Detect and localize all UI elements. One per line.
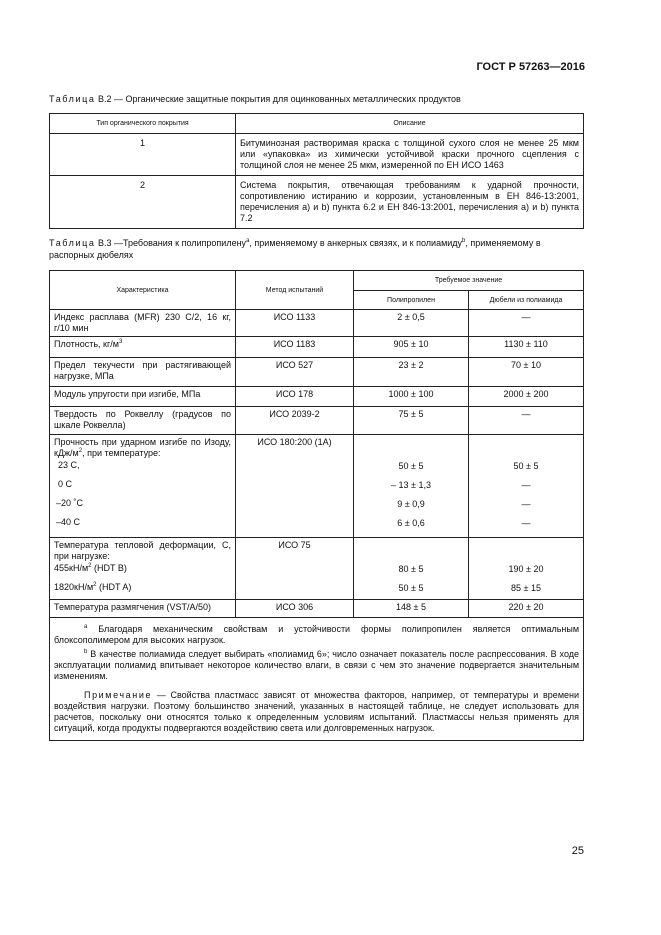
page-number: 25 (571, 845, 584, 857)
polypropylene-value: 6 ± 0,6 (397, 518, 425, 528)
header-polyamide: Дюбели из полиамида (469, 291, 584, 310)
header-test-method: Метод испытаний (236, 271, 354, 310)
characteristic-cell: Модуль упругости при изгибе, МПа (50, 387, 236, 407)
description-cell: Система покрытия, отвечающая требованиям к ударной прочности, сопротивлению истиранию и коррозии, установленным в ЕН 846-13:2001, перечисления a) и b) пункта 6.2 и ЕН 846-13:2001, перечисления a) и b) пункта 7.2 (236, 176, 584, 229)
polypropylene-value: 148 ± 5 (354, 600, 469, 618)
polyamide-values (469, 435, 584, 538)
footnotes-cell (50, 618, 584, 741)
table-b2-caption (49, 93, 583, 105)
polyamide-value: 70 ± 10 (469, 358, 584, 387)
polyamide-value: 2000 ± 200 (469, 387, 584, 407)
polyamide-value: 50 ± 5 (513, 461, 539, 471)
table-b3-caption (49, 237, 583, 261)
table-row (50, 337, 584, 358)
polyamide-value: 220 ± 20 (469, 600, 584, 618)
characteristic-cell: Твердость по Роквеллу (градусов по шкале Роквелла) (50, 407, 236, 435)
characteristic-cell (50, 538, 236, 600)
header-coating-type: Тип органического покрытия (50, 114, 236, 134)
polypropylene-value: 9 ± 0,9 (397, 499, 425, 509)
polyamide-value: — (521, 480, 531, 490)
polyamide-values (469, 538, 584, 600)
caption-text: В.2 — Органические защитные покрытия для оцинкованных металлических продуктов (98, 94, 461, 104)
polypropylene-value: – 13 ± 1,3 (391, 480, 431, 490)
caption-text-2: , применяемому в анкерных связях, и к полиамиду (249, 238, 463, 248)
method-cell: ИСО 306 (236, 600, 354, 618)
table-note (54, 690, 579, 734)
caption-text-3: , применяемому в распорных дюбелях (49, 238, 541, 260)
table-row (50, 358, 584, 387)
polyamide-value: — (521, 499, 531, 509)
note-label: Примечание (84, 690, 153, 700)
polyamide-value: — (469, 407, 584, 435)
characteristic-cell (50, 435, 236, 538)
coating-type-cell: 1 (50, 134, 236, 176)
footnote-mark-a: a (246, 238, 250, 244)
polypropylene-value: 905 ± 10 (354, 337, 469, 358)
polyamide-value: 1130 ± 110 (469, 337, 584, 358)
temp-minus-20: –20 ˚С (56, 498, 84, 508)
table-row (50, 310, 584, 337)
table-header-row (50, 114, 584, 134)
polyamide-value: — (521, 518, 531, 528)
header-description: Описание (236, 114, 584, 134)
polyamide-value: — (469, 310, 584, 337)
table-row (50, 134, 584, 176)
polypropylene-value: 75 ± 5 (354, 407, 469, 435)
method-cell: ИСО 527 (236, 358, 354, 387)
table-row (50, 600, 584, 618)
polypropylene-value: 1000 ± 100 (354, 387, 469, 407)
polyamide-value: 190 ± 20 (508, 564, 544, 574)
polypropylene-value: 2 ± 0,5 (354, 310, 469, 337)
method-cell: ИСО 75 (236, 538, 354, 600)
deflection-title: Температура тепловой деформации, С, при нагрузке: (54, 540, 231, 561)
load-hdt-b: $455кН/м^2$ (HDT B) (54, 563, 127, 573)
caption-text-1: В.3 —Требования к полипропилену (98, 238, 247, 248)
temp-minus-40: –40 С (56, 517, 81, 527)
characteristic-cell (50, 337, 236, 358)
load-hdt-a: $1820кН/м^2$ (HDT A) (54, 582, 132, 592)
polypropylene-value: 23 ± 2 (354, 358, 469, 387)
polypropylene-values (354, 435, 469, 538)
method-cell: ИСО 178 (236, 387, 354, 407)
method-cell: ИСО 180:200 (1A) (236, 435, 354, 538)
header-polypropylene: Полипропилен (354, 291, 469, 310)
coating-type-cell: 2 (50, 176, 236, 229)
table-b2 (49, 113, 584, 229)
table-b3 (49, 270, 584, 741)
footnote-b: $^b$ В качестве полиамида следует выбирать «полиамид 6»; число означает показатель после распрессования. В ходе эксплуатации полиамид впитывает некоторое количество влаги, в связи с чем это значение подвергается значительным изменениям. (54, 649, 580, 681)
temp-0: 0 С (58, 479, 73, 489)
characteristic-text: Плотность, кг/м (54, 339, 119, 349)
polyamide-value: 85 ± 15 (511, 583, 541, 593)
footnote-a: $^a$ Благодаря механическим свойствам и устойчивости формы полипропилен является оптимальным блоксополимером для высоких нагрузок. (54, 624, 580, 645)
table-row (50, 407, 584, 435)
characteristic-cell: Температура размягчения (VST/A/50) (50, 600, 236, 618)
standard-code: ГОСТ Р 57263—2016 (476, 61, 585, 73)
characteristic-cell: Индекс расплава (MFR) 230 С/2, 16 кг, г/10 мин (50, 310, 236, 337)
polypropylene-value: 80 ± 5 (398, 564, 424, 574)
method-cell: ИСО 1133 (236, 310, 354, 337)
note-text: — Свойства пластмасс зависят от множества факторов, например, от температуры и времени воздействия нагрузки. Поэтому большинство значений, указанных в настоящей таблице, не следует использовать для расчетов, поскольку они относятся только к определенным условиям испытаний. Пластмассы нельзя применять для ситуаций, когда продукты подвергаются воздействию света или долговременных нагрузок. (54, 690, 580, 733)
table-row (50, 176, 584, 229)
characteristic-cell: Предел текучести при растягивающей нагрузке, МПа (50, 358, 236, 387)
polypropylene-value: 50 ± 5 (398, 583, 424, 593)
superscript: 3 (118, 339, 123, 345)
polypropylene-values (354, 538, 469, 600)
table-row-impact (50, 435, 584, 538)
caption-label: Таблица (49, 94, 96, 104)
description-cell: Битуминозная растворимая краска с толщиной сухого слоя не менее 25 мкм или «упаковка» из химически устойчивой краски прочного сцепления с толщиной слоя не менее 25 мкм, измеренной по ЕН ИСО 1463 (236, 134, 584, 176)
caption-label: Таблица (49, 238, 96, 248)
table-notes-row (50, 618, 584, 741)
method-cell: ИСО 1183 (236, 337, 354, 358)
table-row-deflection (50, 538, 584, 600)
polypropylene-value: 50 ± 5 (398, 461, 424, 471)
table-row (50, 387, 584, 407)
table-header-row (50, 271, 584, 291)
impact-title: Прочность при ударном изгибе по Изоду, кДж/$м^2$, при температуре: (54, 437, 231, 458)
header-required-value: Требуемое значение (354, 271, 584, 291)
footnote-mark-b: b (462, 238, 466, 244)
header-characteristic: Характеристика (50, 271, 236, 310)
method-cell: ИСО 2039-2 (236, 407, 354, 435)
temp-23: 23 С, (58, 460, 80, 470)
